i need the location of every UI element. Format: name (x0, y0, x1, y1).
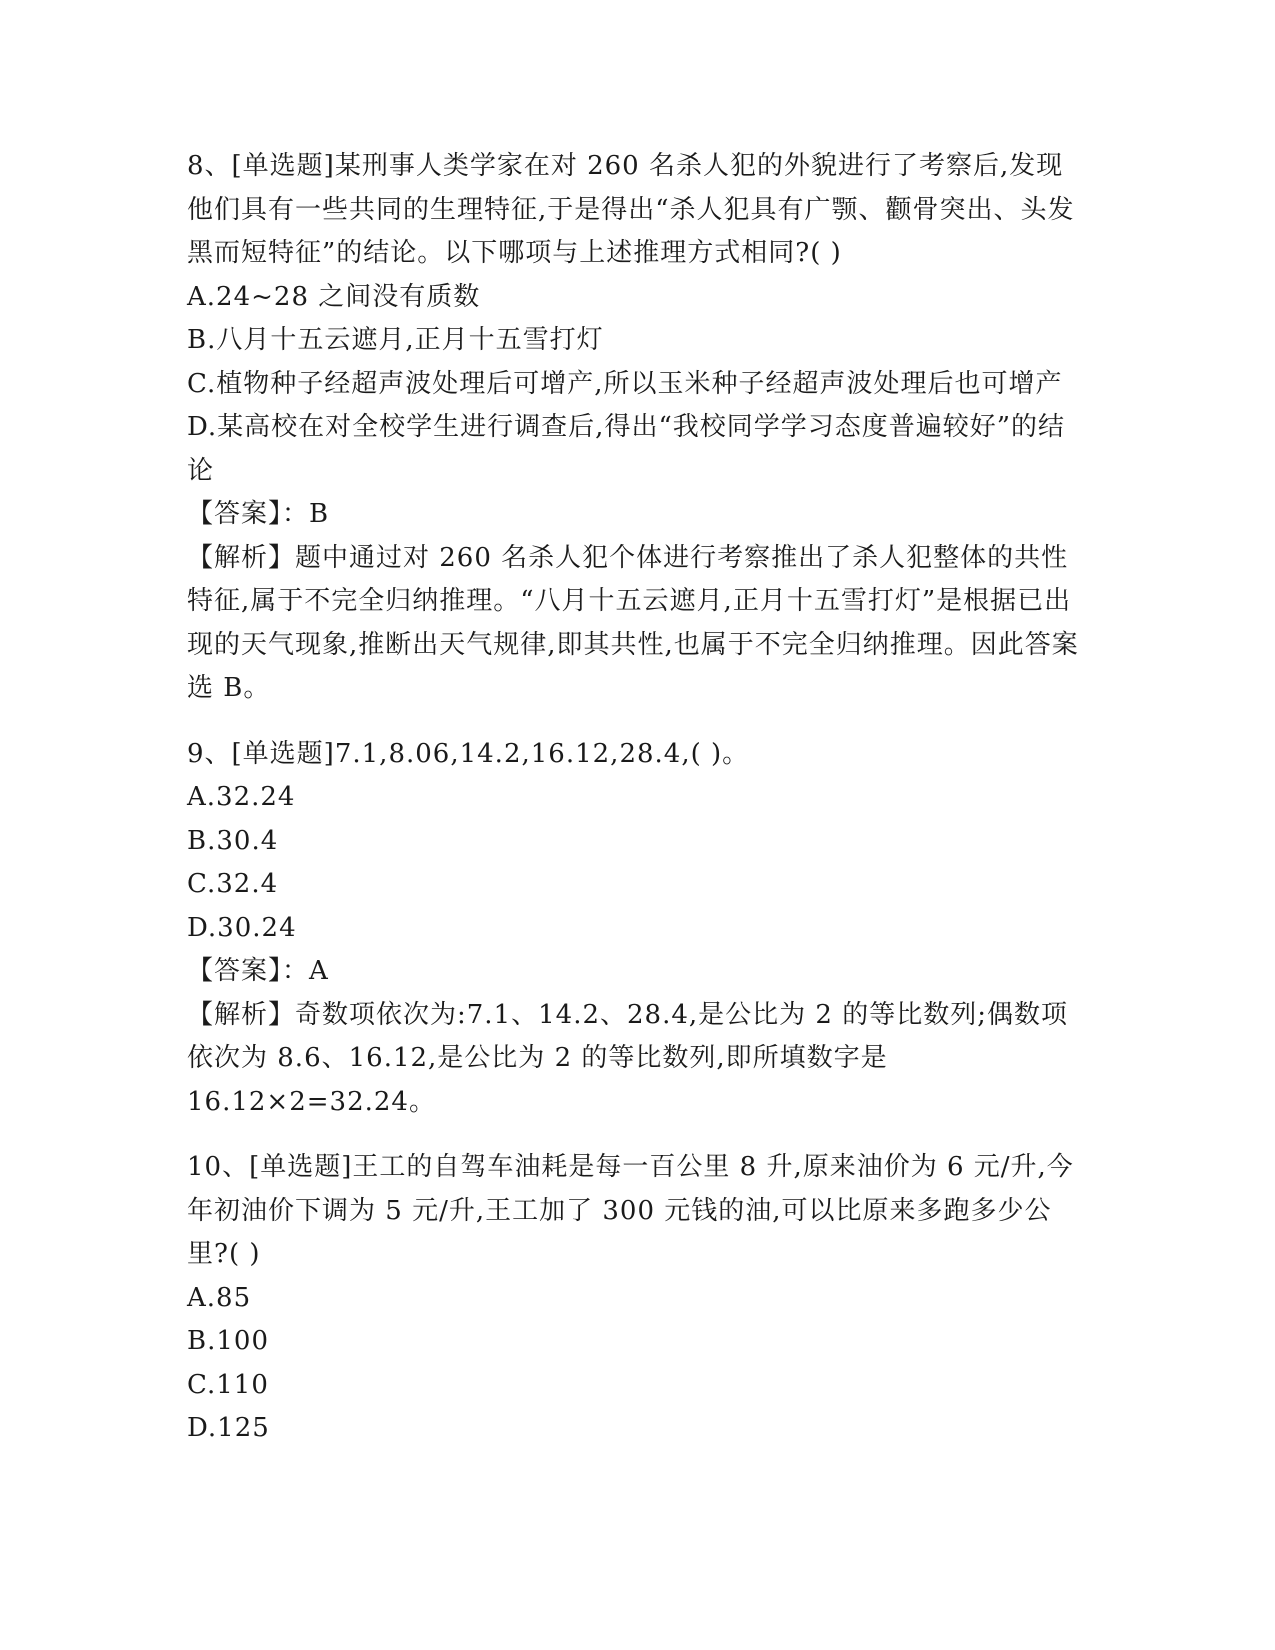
option-d: D.某高校在对全校学生进行调查后,得出“我校同学学习态度普遍较好”的结论 (187, 412, 1066, 486)
question-10 (187, 1146, 1087, 1451)
option-b: B.100 (187, 1326, 269, 1356)
option-c: C.32.4 (187, 869, 279, 899)
option-b: B.30.4 (187, 825, 279, 856)
option-a: A.32.24 (187, 782, 296, 812)
option-c: C.110 (187, 1369, 269, 1400)
option-a: A.24~28 之间没有质数 (187, 281, 481, 312)
question-stem: 9、[单选题]7.1,8.06,14.2,16.12,28.4,( )。 (187, 738, 750, 769)
question-stem: 8、[单选题]某刑事人类学家在对 260 名杀人犯的外貌进行了考察后,发现他们具有一些共同的生理特征,于是得出“杀人犯具有广颚、颧骨突出、头发黑而短特征”的结论。以下哪项与上述推理方式相同?( ) (187, 151, 1075, 268)
answer-line: 【答案】：A (187, 956, 329, 986)
analysis-paragraph: 【解析】奇数项依次为:7.1、14.2、28.4,是公比为 2 的等比数列;偶数项依次为 8.6、16.12,是公比为 2 的等比数列,即所填数字是16.12×2=32.24。 (187, 999, 1068, 1117)
option-c: C.植物种子经超声波处理后可增产,所以玉米种子经超声波处理后也可增产 (187, 368, 1063, 399)
option-a: A.85 (187, 1282, 252, 1313)
document-page (187, 145, 1087, 1473)
option-b: B.八月十五云遮月,正月十五雪打灯 (187, 325, 604, 355)
question-9 (187, 733, 1087, 1125)
option-d: D.125 (187, 1413, 270, 1443)
option-d: D.30.24 (187, 912, 297, 943)
analysis-paragraph: 【解析】题中通过对 260 名杀人犯个体进行考察推出了杀人犯整体的共性特征,属于不完全归纳推理。“八月十五云遮月,正月十五雪打灯”是根据已出现的天气现象,推断出天气规律,即其共性,也属于不完全归纳推理。因此答案选 B。 (187, 542, 1079, 703)
question-stem: 10、[单选题]王工的自驾车油耗是每一百公里 8 升,原来油价为 6 元/升,今年初油价下调为 5 元/升,王工加了 300 元钱的油,可以比原来多跑多少公里?( ) (187, 1152, 1074, 1269)
answer-line: 【答案】：B (187, 499, 330, 529)
question-8 (187, 145, 1087, 711)
